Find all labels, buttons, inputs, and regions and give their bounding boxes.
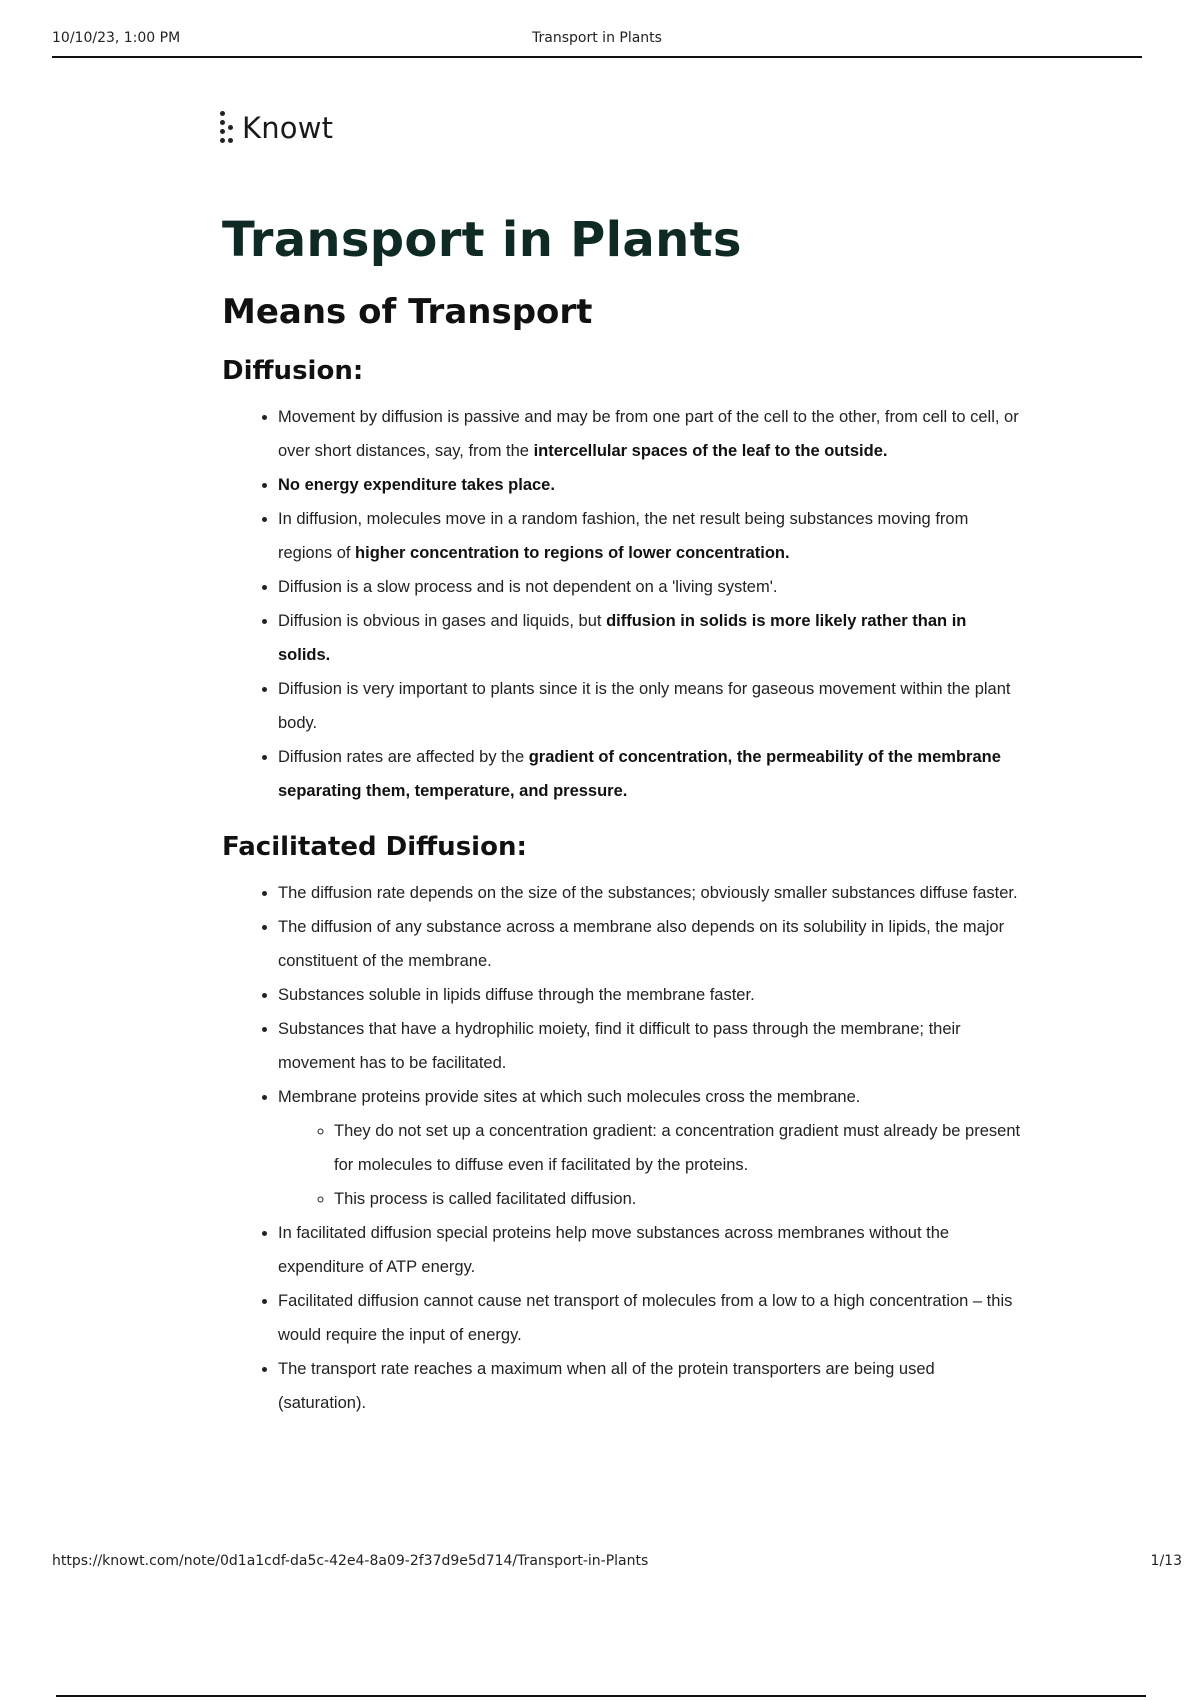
brand-name: Knowt bbox=[242, 111, 334, 145]
list-item: • The diffusion of any substance across a membrane also depends on its solubility in lipids, the major constituent of the membrane. bbox=[278, 910, 1022, 978]
page-url[interactable]: https://knowt.com/note/0d1a1cdf-da5c-42e4-8a09-2f37d9e5d714/Transport-in-Plants bbox=[52, 1553, 649, 1569]
sub-list bbox=[278, 1114, 1022, 1216]
section-heading: Means of Transport bbox=[222, 292, 593, 332]
page-number: 1/13 bbox=[1150, 1553, 1182, 1569]
page-title: Transport in Plants bbox=[222, 212, 742, 268]
document-content bbox=[222, 212, 1022, 1420]
print-title: Transport in Plants bbox=[532, 30, 662, 46]
facilitated-diffusion-heading: Facilitated Diffusion: bbox=[222, 832, 527, 862]
list-item: • Diffusion is very important to plants since it is the only means for gaseous movement within the plant body. bbox=[278, 672, 1022, 740]
list-item: • Substances soluble in lipids diffuse through the membrane faster. bbox=[278, 978, 1022, 1012]
list-item: • Membrane proteins provide sites at which such molecules cross the membrane. ◦ They do not set up a concentration gradient: a concentration gradient must already be present for molecules to diffuse even if facilitated by the proteins. ◦ This process is called facilitated diffusion. bbox=[278, 1080, 1022, 1216]
sub-list-item: ◦ This process is called facilitated diffusion. bbox=[334, 1182, 1022, 1216]
sub-list-item: ◦ They do not set up a concentration gradient: a concentration gradient must already be present for molecules to diffuse even if facilitated by the proteins. bbox=[334, 1114, 1022, 1182]
knowt-logo[interactable] bbox=[220, 108, 333, 148]
print-date: 10/10/23, 1:00 PM bbox=[52, 30, 181, 46]
print-footer bbox=[52, 1553, 1182, 1569]
list-item: • In diffusion, molecules move in a random fashion, the net result being substances moving from regions of higher concentration to regions of lower concentration. bbox=[278, 502, 1022, 570]
divider bbox=[56, 1695, 1146, 1697]
list-item: • Movement by diffusion is passive and may be from one part of the cell to the other, from cell to cell, or over short distances, say, from the intercellular spaces of the leaf to the outside. bbox=[278, 400, 1022, 468]
diffusion-list bbox=[222, 400, 1022, 808]
diffusion-heading: Diffusion: bbox=[222, 356, 364, 386]
list-item: • The diffusion rate depends on the size of the substances; obviously smaller substances diffuse faster. bbox=[278, 876, 1022, 910]
list-item: • No energy expenditure takes place. bbox=[278, 468, 1022, 502]
list-item: • Diffusion is obvious in gases and liquids, but diffusion in solids is more likely rather than in solids. bbox=[278, 604, 1022, 672]
knowt-logo-icon bbox=[220, 111, 236, 145]
list-item: • Facilitated diffusion cannot cause net transport of molecules from a low to a high concentration – this would require the input of energy. bbox=[278, 1284, 1022, 1352]
list-item: • The transport rate reaches a maximum when all of the protein transporters are being used (saturation). bbox=[278, 1352, 1022, 1420]
list-item: • In facilitated diffusion special proteins help move substances across membranes without the expenditure of ATP energy. bbox=[278, 1216, 1022, 1284]
print-header bbox=[52, 28, 1142, 58]
list-item: • Diffusion is a slow process and is not dependent on a 'living system'. bbox=[278, 570, 1022, 604]
facilitated-diffusion-list bbox=[222, 876, 1022, 1420]
list-item: • Substances that have a hydrophilic moiety, find it difficult to pass through the membrane; their movement has to be facilitated. bbox=[278, 1012, 1022, 1080]
list-item: • Diffusion rates are affected by the gradient of concentration, the permeability of the membrane separating them, temperature, and pressure. bbox=[278, 740, 1022, 808]
